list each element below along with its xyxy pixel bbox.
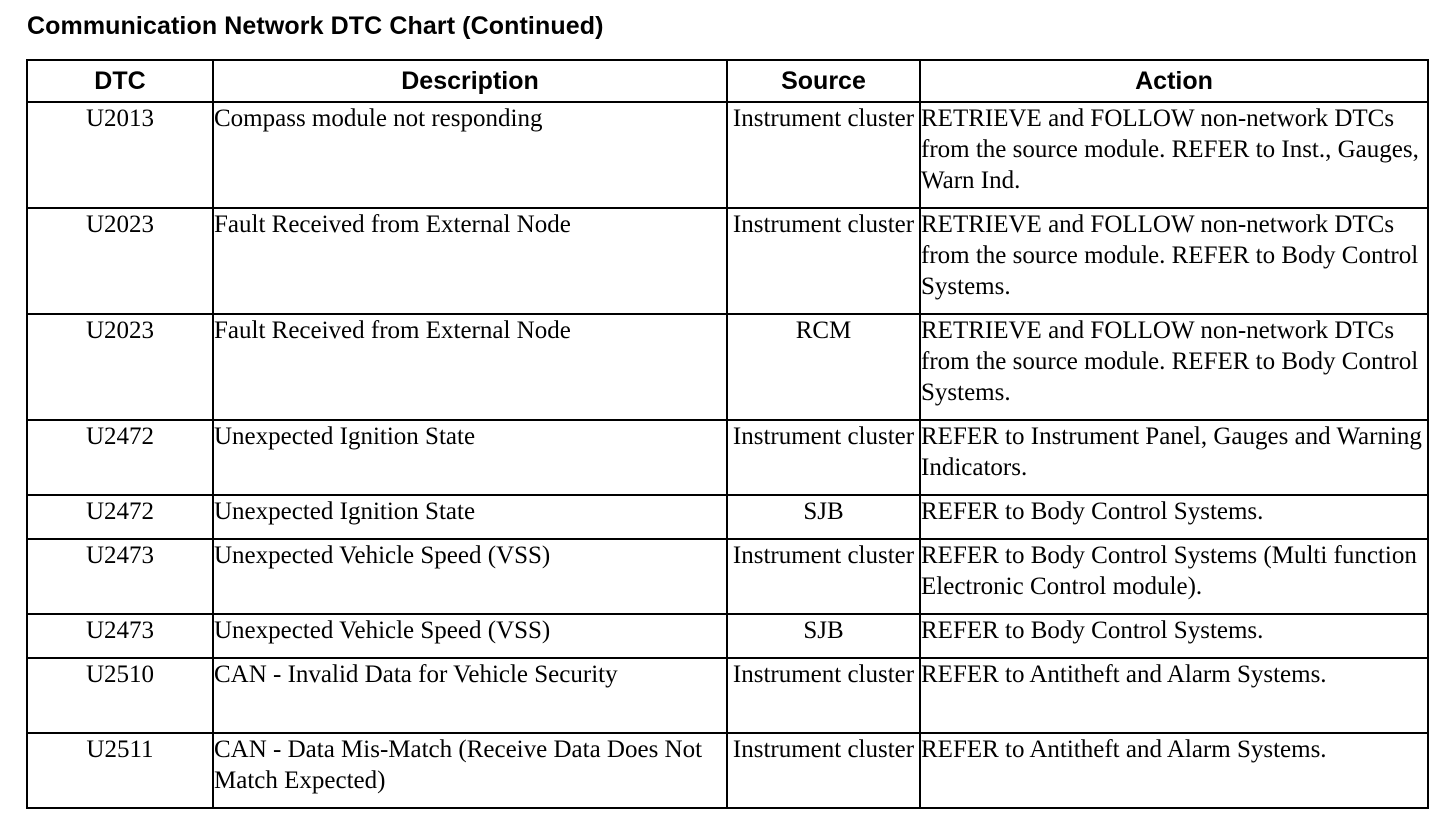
table-header-row [27, 60, 1428, 102]
dtc-code: U2511 [27, 733, 213, 808]
dtc-source: SJB [727, 614, 920, 658]
dtc-code: U2472 [27, 495, 213, 539]
table-row [27, 495, 1428, 539]
dtc-source: SJB [727, 495, 920, 539]
dtc-table [26, 59, 1429, 809]
table-row [27, 614, 1428, 658]
dtc-source: Instrument cluster [727, 102, 920, 208]
dtc-source: Instrument cluster [727, 733, 920, 808]
dtc-description: CAN - Invalid Data for Vehicle Security [213, 658, 727, 733]
dtc-source: Instrument cluster [727, 420, 920, 495]
table-row [27, 539, 1428, 614]
dtc-description: CAN - Data Mis-Match (Receive Data Does Not Match Expected) [213, 733, 727, 808]
dtc-source: Instrument cluster [727, 208, 920, 314]
dtc-description: Unexpected Vehicle Speed (VSS) [213, 614, 727, 658]
dtc-description: Compass module not responding [213, 102, 727, 208]
page-title: Communication Network DTC Chart (Continued) [27, 12, 604, 40]
dtc-action: REFER to Antitheft and Alarm Systems. [920, 733, 1428, 808]
table-row [27, 658, 1428, 733]
dtc-action: RETRIEVE and FOLLOW non-network DTCs from the source module. REFER to Inst., Gauges, Warn Ind. [920, 102, 1428, 208]
dtc-code: U2473 [27, 539, 213, 614]
dtc-description: Unexpected Vehicle Speed (VSS) [213, 539, 727, 614]
header-description: Description [213, 60, 727, 102]
dtc-action: RETRIEVE and FOLLOW non-network DTCs from the source module. REFER to Body Control Systems. [920, 314, 1428, 420]
table-row [27, 733, 1428, 808]
dtc-description: Unexpected Ignition State [213, 420, 727, 495]
table-row [27, 102, 1428, 208]
dtc-action: REFER to Instrument Panel, Gauges and Warning Indicators. [920, 420, 1428, 495]
dtc-source: RCM [727, 314, 920, 420]
table-row [27, 314, 1428, 420]
header-action: Action [920, 60, 1428, 102]
dtc-description: Fault Received from External Node [213, 314, 727, 420]
dtc-action: REFER to Antitheft and Alarm Systems. [920, 658, 1428, 733]
dtc-code: U2510 [27, 658, 213, 733]
dtc-code: U2473 [27, 614, 213, 658]
header-dtc: DTC [27, 60, 213, 102]
dtc-description: Fault Received from External Node [213, 208, 727, 314]
dtc-description: Unexpected Ignition State [213, 495, 727, 539]
dtc-source: Instrument cluster [727, 658, 920, 733]
dtc-action: REFER to Body Control Systems (Multi function Electronic Control module). [920, 539, 1428, 614]
dtc-code: U2013 [27, 102, 213, 208]
dtc-action: RETRIEVE and FOLLOW non-network DTCs from the source module. REFER to Body Control Systems. [920, 208, 1428, 314]
table-row [27, 420, 1428, 495]
dtc-code: U2023 [27, 314, 213, 420]
dtc-action: REFER to Body Control Systems. [920, 495, 1428, 539]
dtc-code: U2472 [27, 420, 213, 495]
dtc-code: U2023 [27, 208, 213, 314]
table-row [27, 208, 1428, 314]
header-source: Source [727, 60, 920, 102]
dtc-source: Instrument cluster [727, 539, 920, 614]
dtc-action: REFER to Body Control Systems. [920, 614, 1428, 658]
